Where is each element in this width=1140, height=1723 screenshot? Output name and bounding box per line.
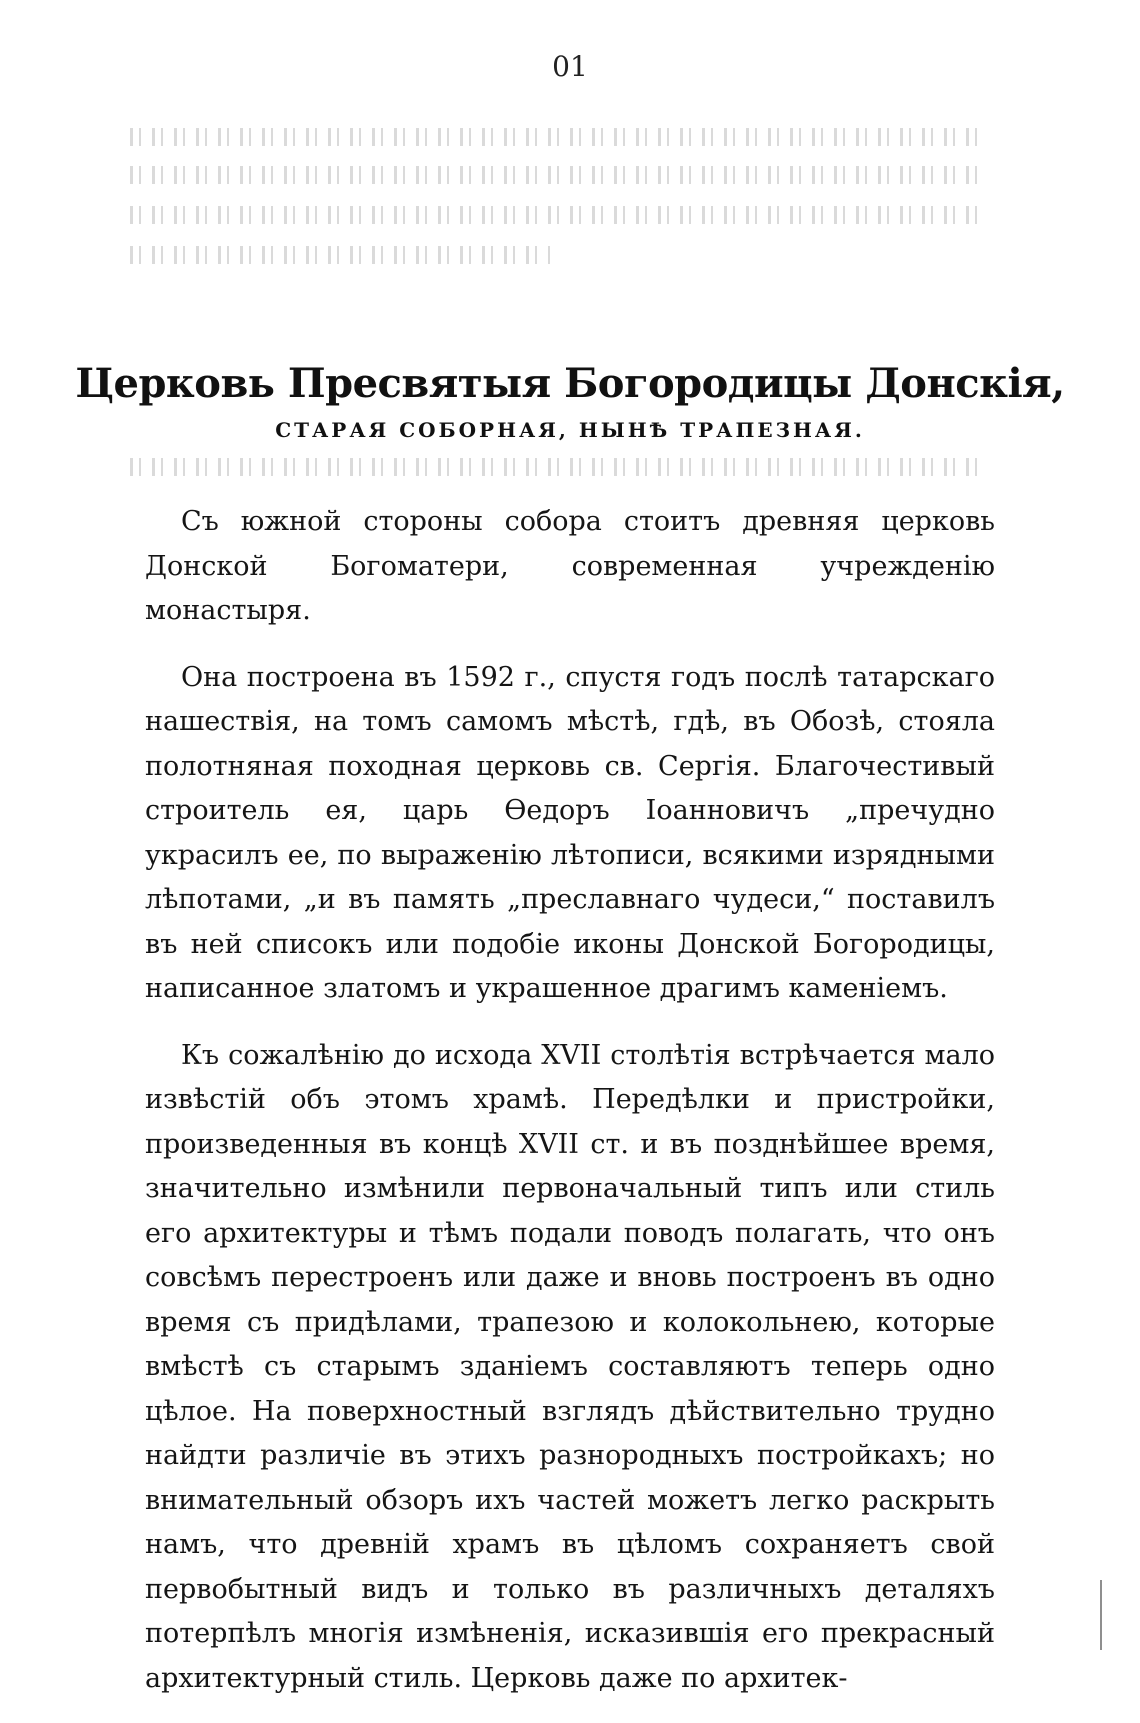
paragraph: Съ южной стороны собора стоитъ древняя церковь Донской Богоматери, современная учрежденію монастыря. (145, 506, 995, 626)
bleed-through-line (130, 166, 980, 184)
bleed-through-line (130, 206, 980, 224)
paragraph: Къ сожалѣнію до исхода XVII столѣтія встрѣчается мало извѣстій объ этомъ храмѣ. Передѣлки и пристройки, произведенныя въ концѣ XVII ст. и въ позднѣйшее время, значительно измѣнили первоначальный типъ или стиль его архитектуры и тѣмъ подали поводъ полагать, что онъ совсѣмъ перестроенъ или даже и вновь построенъ въ одно время съ придѣлами, трапезою и колокольнею, которые вмѣстѣ съ старымъ зданіемъ составляютъ теперь одно цѣлое. На поверхностный взглядъ дѣйствительно трудно найдти различіе въ этихъ разнородныхъ постройкахъ; но внимательный обзоръ ихъ частей можетъ легко раскрыть намъ, что древній храмъ въ цѣломъ сохраняетъ свой первобытный видъ и только въ различныхъ деталяхъ потерпѣлъ многія измѣненія, исказившія его прекрасный архитектурный стиль. Церковь даже по архитек- (145, 1039, 995, 1694)
scan-edge-mark (1100, 1580, 1102, 1650)
bleed-through-line (130, 246, 550, 264)
bleed-through-line (130, 458, 980, 476)
paragraph: Она построена въ 1592 г., спустя годъ послѣ татарскаго нашествія, на томъ самомъ мѣстѣ, гдѣ, въ Обозѣ, стояла полотняная походная церковь св. Сергія. Благочестивый строитель ея, царь Ѳедоръ Іоанновичъ „пречудно украсилъ ее, по выраженію лѣтописи, всякими изрядными лѣпотами, „и въ память „преславнаго чудеси,“ поставилъ въ ней списокъ или подобіе иконы Донской Богородицы, написанное златомъ и украшенное драгимъ каменіемъ. (145, 661, 995, 1004)
chapter-subtitle: СТАРАЯ СОБОРНАЯ, НЫНѢ ТРАПЕЗНАЯ. (275, 418, 865, 442)
page-number: 01 (552, 50, 588, 83)
body-text (145, 500, 995, 1723)
chapter-title: Церковь Пресвятыя Богородицы Донскія, (75, 360, 1065, 407)
bleed-through-line (130, 128, 980, 146)
